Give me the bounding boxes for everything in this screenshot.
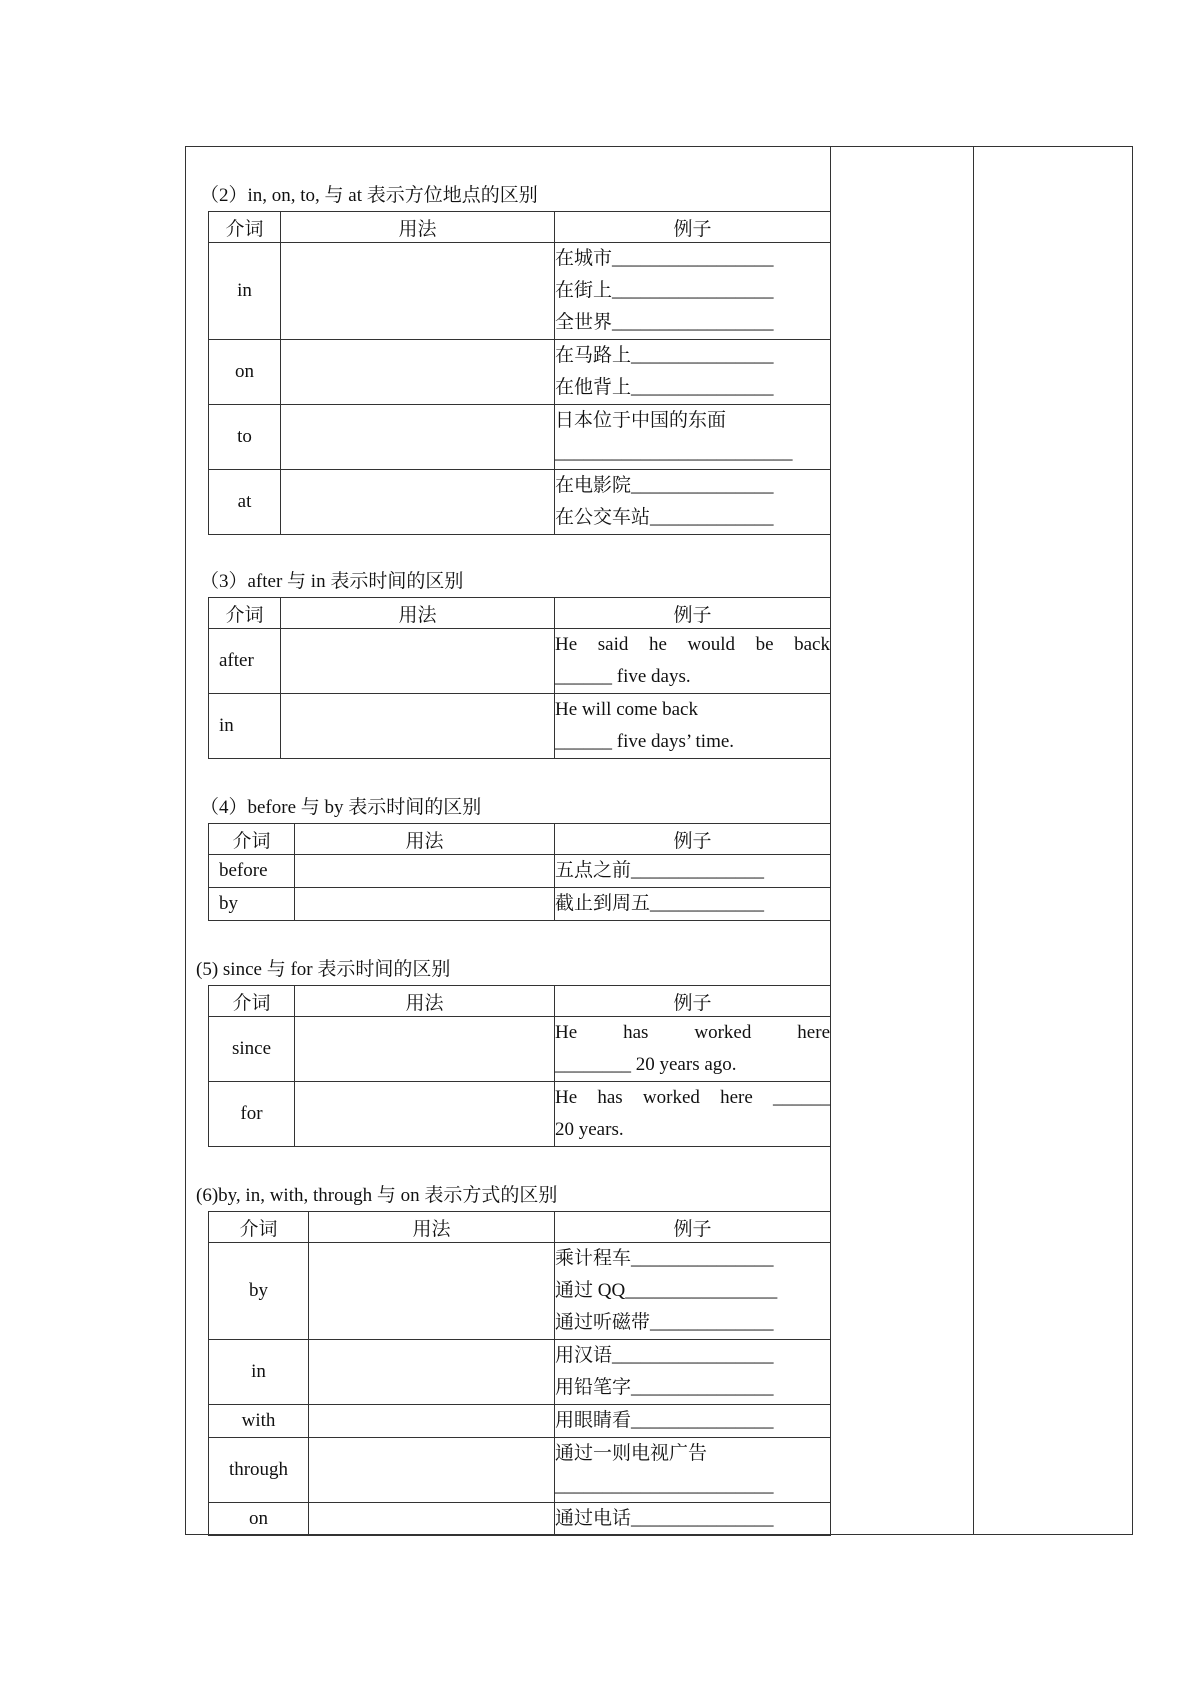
header-example: 例子	[555, 212, 831, 243]
prep-cell: at	[209, 470, 281, 535]
usage-cell[interactable]	[309, 1438, 555, 1503]
section-3-title: （3）after 与 in 表示时间的区别	[200, 571, 464, 592]
section-5-title: (5) since 与 for 表示时间的区别	[196, 959, 451, 980]
section-6-table	[208, 1211, 831, 1536]
header-prep: 介词	[209, 1212, 309, 1243]
prep-cell: in	[209, 1340, 309, 1405]
prep-cell: since	[209, 1017, 295, 1082]
example-line: 截止到周五____________	[555, 893, 765, 914]
example-line: 五点之前______________	[555, 860, 765, 881]
usage-cell[interactable]	[281, 629, 555, 694]
table-row	[209, 405, 831, 470]
example-line: _________________________	[555, 442, 793, 463]
section-4-table	[208, 823, 831, 921]
prep-cell: before	[209, 855, 295, 888]
prep-cell: by	[209, 1243, 309, 1340]
usage-cell[interactable]	[281, 405, 555, 470]
header-usage: 用法	[281, 212, 555, 243]
header-example: 例子	[555, 1212, 831, 1243]
usage-cell[interactable]	[309, 1503, 555, 1536]
header-example: 例子	[555, 986, 831, 1017]
usage-cell[interactable]	[295, 855, 555, 888]
header-prep: 介词	[209, 212, 281, 243]
table-row	[209, 243, 831, 340]
example-line: 日本位于中国的东面	[555, 410, 727, 431]
usage-cell[interactable]	[295, 1082, 555, 1147]
example-line: He has worked here	[555, 1022, 830, 1043]
prep-cell: on	[209, 340, 281, 405]
section-3-table	[208, 597, 831, 759]
example-line: ________ 20 years ago.	[555, 1054, 737, 1075]
table-row	[209, 1340, 831, 1405]
section-2-title: （2）in, on, to, 与 at 表示方位地点的区别	[200, 185, 538, 206]
example-line: ______ five days’ time.	[555, 731, 735, 752]
prep-cell: in	[209, 694, 281, 759]
example-line: 全世界_________________	[555, 312, 774, 333]
example-line: ______ five days.	[555, 666, 691, 687]
table-row	[209, 855, 831, 888]
example-line: 用汉语_________________	[555, 1345, 774, 1366]
example-line: 在城市_________________	[555, 248, 774, 269]
example-line: 在马路上_______________	[555, 345, 774, 366]
example-line: _______________________	[555, 1475, 774, 1496]
example-line: He said he would be back	[555, 634, 830, 655]
example-cell	[555, 1017, 831, 1082]
example-cell	[555, 405, 831, 470]
usage-cell[interactable]	[309, 1243, 555, 1340]
table-row	[209, 1017, 831, 1082]
section-4-title: （4）before 与 by 表示时间的区别	[200, 797, 482, 818]
header-usage: 用法	[295, 986, 555, 1017]
example-cell	[555, 1503, 831, 1536]
section-2-table	[208, 211, 831, 535]
example-cell	[555, 1243, 831, 1340]
header-usage: 用法	[281, 598, 555, 629]
example-cell	[555, 1438, 831, 1503]
table-row	[209, 629, 831, 694]
example-line: 20 years.	[555, 1119, 624, 1140]
example-cell	[555, 694, 831, 759]
usage-cell[interactable]	[281, 470, 555, 535]
example-cell	[555, 1405, 831, 1438]
prep-cell: after	[209, 629, 281, 694]
table-row	[209, 1243, 831, 1340]
table-row	[209, 694, 831, 759]
table-row	[209, 888, 831, 921]
table-row	[209, 470, 831, 535]
example-line: 在街上_________________	[555, 280, 774, 301]
header-prep: 介词	[209, 598, 281, 629]
example-line: 通过电话_______________	[555, 1508, 774, 1529]
example-cell	[555, 855, 831, 888]
header-usage: 用法	[295, 824, 555, 855]
example-cell	[555, 1082, 831, 1147]
example-cell	[555, 629, 831, 694]
example-cell	[555, 888, 831, 921]
example-line: 通过一则电视广告	[555, 1443, 708, 1464]
example-line: 在他背上_______________	[555, 377, 774, 398]
section-6-title: (6)by, in, with, through 与 on 表示方式的区别	[196, 1185, 558, 1206]
table-row	[209, 1503, 831, 1536]
example-cell	[555, 340, 831, 405]
section-5-table	[208, 985, 831, 1147]
header-usage: 用法	[309, 1212, 555, 1243]
column-divider-2	[973, 147, 974, 1534]
example-line: 用眼睛看_______________	[555, 1410, 774, 1431]
example-line: He will come back	[555, 699, 698, 720]
header-example: 例子	[555, 598, 831, 629]
example-cell	[555, 1340, 831, 1405]
prep-cell: for	[209, 1082, 295, 1147]
header-example: 例子	[555, 824, 831, 855]
usage-cell[interactable]	[295, 1017, 555, 1082]
example-line: 在电影院_______________	[555, 475, 774, 496]
header-prep: 介词	[209, 986, 295, 1017]
example-line: 通过 QQ________________	[555, 1280, 778, 1301]
prep-cell: by	[209, 888, 295, 921]
table-row	[209, 340, 831, 405]
usage-cell[interactable]	[281, 340, 555, 405]
prep-cell: with	[209, 1405, 309, 1438]
usage-cell[interactable]	[281, 243, 555, 340]
table-row	[209, 1082, 831, 1147]
example-line: 用铅笔字_______________	[555, 1377, 774, 1398]
table-row	[209, 1405, 831, 1438]
example-line: 乘计程车_______________	[555, 1248, 774, 1269]
example-line: He has worked here ______	[555, 1087, 830, 1108]
header-prep: 介词	[209, 824, 295, 855]
example-line: 通过听磁带_____________	[555, 1312, 774, 1333]
usage-cell[interactable]	[281, 694, 555, 759]
prep-cell: to	[209, 405, 281, 470]
prep-cell: through	[209, 1438, 309, 1503]
prep-cell: on	[209, 1503, 309, 1536]
example-cell	[555, 243, 831, 340]
prep-cell: in	[209, 243, 281, 340]
table-row	[209, 1438, 831, 1503]
usage-cell[interactable]	[309, 1340, 555, 1405]
usage-cell[interactable]	[295, 888, 555, 921]
example-line: 在公交车站_____________	[555, 507, 774, 528]
usage-cell[interactable]	[309, 1405, 555, 1438]
example-cell	[555, 470, 831, 535]
